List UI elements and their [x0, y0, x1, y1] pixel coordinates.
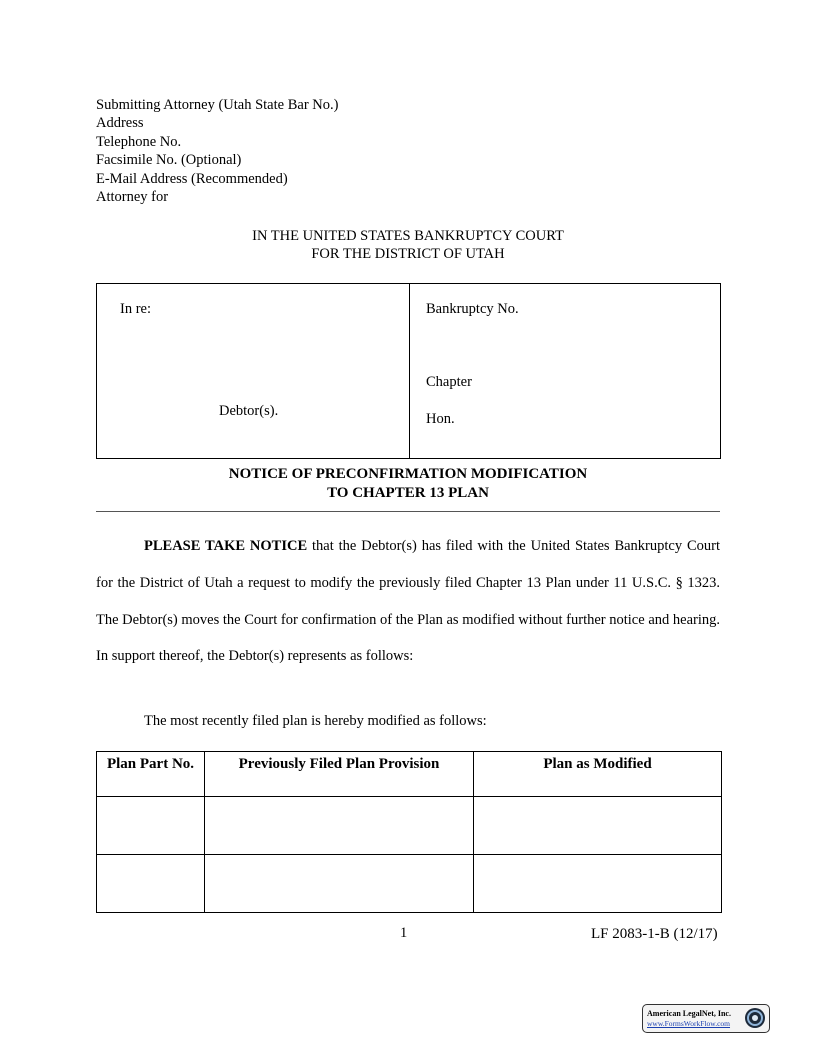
attorney-name-line: Submitting Attorney (Utah State Bar No.) [96, 97, 339, 113]
document-title [96, 465, 720, 502]
court-name: IN THE UNITED STATES BANKRUPTCY COURT [252, 228, 564, 244]
chapter-label: Chapter [426, 374, 472, 390]
attorney-for-line: Attorney for [96, 189, 169, 206]
page-number: 1 [400, 925, 408, 941]
globe-logo-icon [744, 1007, 766, 1029]
court-district: FOR THE DISTRICT OF UTAH [311, 246, 505, 262]
table-row [97, 855, 722, 913]
attorney-email-line: E-Mail Address (Recommended) [96, 170, 288, 187]
caption-divider [409, 284, 410, 458]
title-line-1: NOTICE OF PRECONFIRMATION MODIFICATION [228, 466, 588, 482]
notice-body [96, 528, 720, 675]
plan-part-cell[interactable] [97, 855, 205, 913]
table-header-row [97, 752, 722, 797]
title-rule [96, 511, 720, 512]
modifications-intro: The most recently filed plan is hereby modified as follows: [144, 713, 487, 729]
attorney-fax-line: Facsimile No. (Optional) [96, 152, 242, 169]
debtor-label: Debtor(s). [219, 403, 279, 419]
form-id: LF 2083-1-B (12/17) [591, 926, 718, 942]
modified-provision-cell[interactable] [474, 855, 722, 913]
in-re-label: In re: [120, 301, 151, 317]
plan-modification-table [96, 751, 722, 913]
bankruptcy-no-label: Bankruptcy No. [426, 301, 519, 317]
court-heading [96, 227, 720, 263]
publisher-badge[interactable] [642, 1004, 770, 1033]
judge-label: Hon. [426, 411, 455, 427]
notice-text: that the Debtor(s) has filed with the United States Bankruptcy Court for the District of Utah a request to modify the previously filed Chapter 13 Plan under 11 U.S.C. § 1323. The Debtor(s) moves the Court for confirmation of the Plan as modified without further notice and hearing. In support thereof, the Debtor(s) represents as follows: [96, 538, 721, 665]
notice-lead: PLEASE TAKE NOTICE [144, 538, 308, 554]
case-caption-box [96, 283, 721, 459]
plan-part-cell[interactable] [97, 797, 205, 855]
header-previous-provision: Previously Filed Plan Provision [205, 752, 474, 797]
previous-provision-cell[interactable] [205, 855, 474, 913]
publisher-link[interactable]: www.FormsWorkFlow.com [647, 1019, 731, 1028]
attorney-address-line: Address [96, 115, 144, 132]
previous-provision-cell[interactable] [205, 797, 474, 855]
title-line-2: TO CHAPTER 13 PLAN [327, 484, 489, 501]
header-plan-part-no: Plan Part No. [97, 752, 205, 797]
notice-paragraph [96, 528, 720, 675]
table-row [97, 797, 722, 855]
attorney-block [96, 96, 338, 206]
header-plan-as-modified: Plan as Modified [474, 752, 722, 797]
modified-provision-cell[interactable] [474, 797, 722, 855]
publisher-name: American LegalNet, Inc. [647, 1009, 731, 1018]
attorney-telephone-line: Telephone No. [96, 133, 182, 150]
